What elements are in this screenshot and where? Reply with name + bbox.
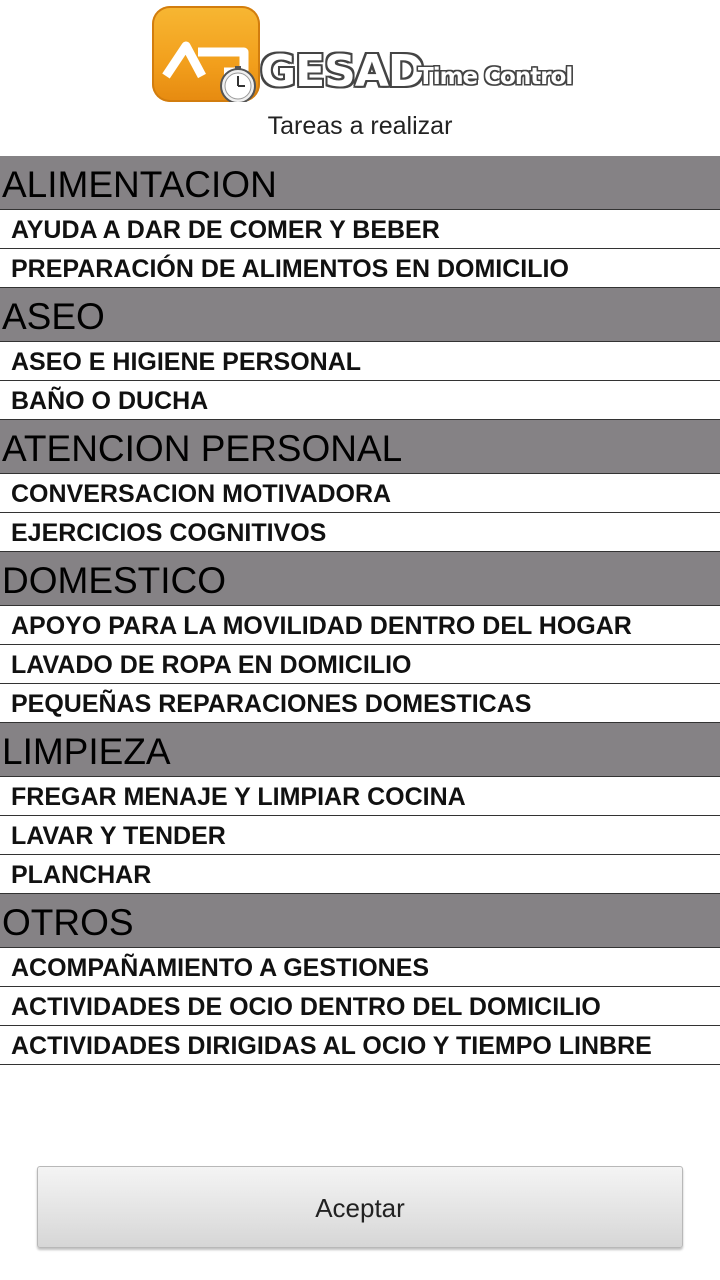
- task-list: [0, 156, 720, 1065]
- gesad-logo: [152, 6, 582, 110]
- group-header-otros: OTROS: [0, 894, 720, 948]
- task-item[interactable]: AYUDA A DAR DE COMER Y BEBER: [0, 210, 720, 249]
- group-header-atencion-personal: ATENCION PERSONAL: [0, 420, 720, 474]
- group-header-limpieza: LIMPIEZA: [0, 723, 720, 777]
- accept-button[interactable]: Aceptar: [37, 1166, 683, 1248]
- task-item[interactable]: BAÑO O DUCHA: [0, 381, 720, 420]
- logo-main-text: GESAD: [260, 46, 424, 97]
- task-item[interactable]: LAVAR Y TENDER: [0, 816, 720, 855]
- task-item[interactable]: FREGAR MENAJE Y LIMPIAR COCINA: [0, 777, 720, 816]
- task-item[interactable]: ASEO E HIGIENE PERSONAL: [0, 342, 720, 381]
- group-header-aseo: ASEO: [0, 288, 720, 342]
- app-header: [0, 0, 720, 156]
- task-item[interactable]: PREPARACIÓN DE ALIMENTOS EN DOMICILIO: [0, 249, 720, 288]
- task-item[interactable]: APOYO PARA LA MOVILIDAD DENTRO DEL HOGAR: [0, 606, 720, 645]
- group-header-alimentacion: ALIMENTACION: [0, 156, 720, 210]
- logo-sub-text: Time Control: [418, 64, 573, 90]
- group-header-domestico: DOMESTICO: [0, 552, 720, 606]
- task-item[interactable]: CONVERSACION MOTIVADORA: [0, 474, 720, 513]
- page-title: Tareas a realizar: [267, 112, 453, 140]
- task-item[interactable]: PEQUEÑAS REPARACIONES DOMESTICAS: [0, 684, 720, 723]
- task-item[interactable]: PLANCHAR: [0, 855, 720, 894]
- task-item[interactable]: ACTIVIDADES DE OCIO DENTRO DEL DOMICILIO: [0, 987, 720, 1026]
- task-item[interactable]: LAVADO DE ROPA EN DOMICILIO: [0, 645, 720, 684]
- task-item[interactable]: EJERCICIOS COGNITIVOS: [0, 513, 720, 552]
- logo-mark-icon: [152, 6, 260, 102]
- task-item[interactable]: ACTIVIDADES DIRIGIDAS AL OCIO Y TIEMPO LINBRE: [0, 1026, 720, 1065]
- task-item[interactable]: ACOMPAÑAMIENTO A GESTIONES: [0, 948, 720, 987]
